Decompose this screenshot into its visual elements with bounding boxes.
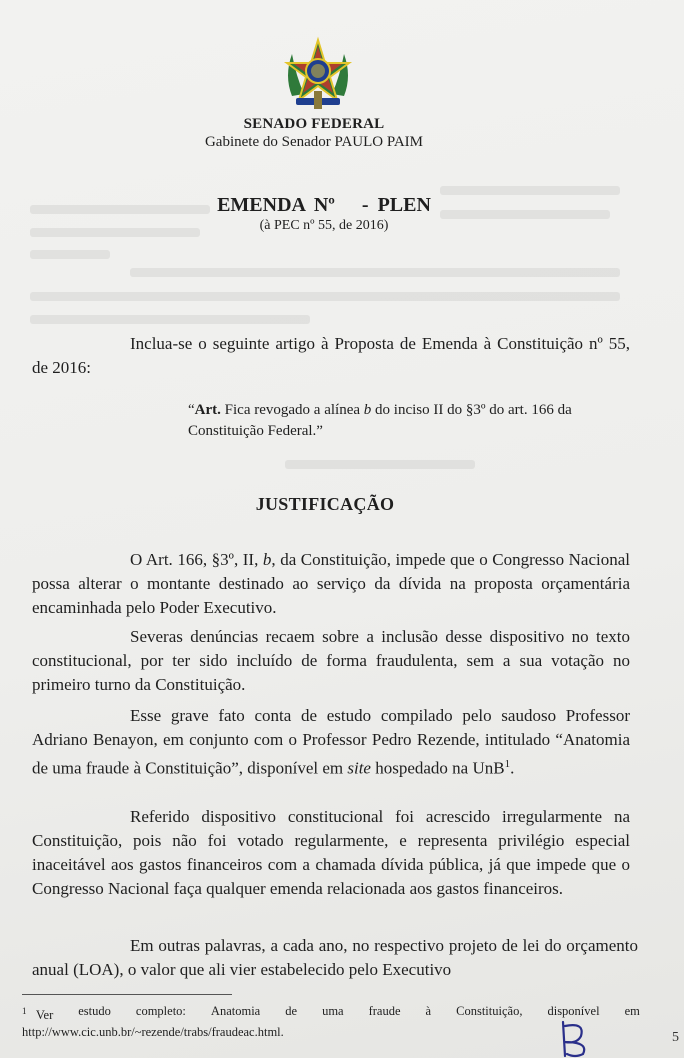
article-text-start: Fica revogado a alínea bbox=[220, 402, 364, 418]
bleed-through bbox=[30, 315, 310, 324]
footnote-word: Constituição, bbox=[456, 1004, 523, 1018]
bleed-through bbox=[30, 292, 620, 301]
brazil-coat-of-arms-icon bbox=[278, 36, 358, 116]
footnote-word: em bbox=[624, 1004, 640, 1018]
p1-end: , da Constituição, impede que o Congresso Nacional possa alterar o montante destinado ao serviço da dívida na proposta orçamentária encaminhada pelo Poder Executivo. bbox=[32, 550, 631, 617]
footnote-number: 1 bbox=[22, 1006, 27, 1016]
article-label: Art. bbox=[194, 402, 221, 418]
justification-heading: JUSTIFICAÇÃO bbox=[255, 494, 395, 514]
justification-paragraph-4: Referido dispositivo constitucional foi acrescido irregularmente na Constituição, pois não foi votado regularmente, e representa privilégio especial inaceitável aos gastos financeiros com a chamada dívida pública, já que impede que o Congresso Nacional faça qualquer emenda relacionada aos gastos financeiros. bbox=[32, 807, 630, 898]
justification-paragraph-1 bbox=[32, 548, 630, 620]
amendment-title: EMENDA Nº - PLEN bbox=[217, 194, 431, 216]
justification-paragraph-3 bbox=[32, 704, 630, 781]
bleed-through bbox=[285, 460, 475, 469]
p1-start: O Art. 166, §3º, II, bbox=[130, 550, 263, 569]
institution-name: SENADO FEDERAL bbox=[243, 116, 385, 132]
p1-italic: b bbox=[262, 550, 272, 569]
footnote-word: $^1$ Ver bbox=[22, 1006, 54, 1023]
page-edge-mark: 5 bbox=[672, 1030, 679, 1045]
footnote-word: fraude bbox=[368, 1004, 401, 1018]
signature-initials bbox=[555, 1018, 605, 1058]
amendment-subtitle: (à PEC nº 55, de 2016) bbox=[259, 218, 389, 233]
article-italic: b bbox=[363, 402, 372, 418]
p3-end: hospedado na UnB bbox=[370, 758, 505, 778]
footnote-word: disponível bbox=[547, 1004, 600, 1018]
footnote-word: uma bbox=[322, 1004, 344, 1018]
footnote bbox=[22, 1003, 640, 1041]
footnote-reference: 1 bbox=[504, 758, 511, 770]
intro-paragraph: Inclua-se o seguinte artigo à Proposta de Emenda à Constituição nº 55, de 2016: bbox=[32, 334, 630, 377]
justification-paragraph-5: Em outras palavras, a cada ano, no respectivo projeto de lei do orçamento anual (LOA), o valor que ali vier estabelecido pelo Executivo bbox=[32, 936, 638, 979]
footnote-word: à bbox=[425, 1004, 432, 1018]
footnote-divider bbox=[22, 994, 232, 995]
bleed-through bbox=[30, 250, 110, 259]
office-name: Gabinete do Senador PAULO PAIM bbox=[204, 134, 424, 150]
bleed-through bbox=[130, 268, 620, 277]
footnote-url[interactable]: http://www.cic.unb.br/~rezende/trabs/fraudeac.html. bbox=[22, 1025, 284, 1040]
article-open-quote: “ bbox=[188, 402, 195, 418]
footnote-word: completo: bbox=[135, 1004, 186, 1018]
footnote-line-1 bbox=[22, 1003, 640, 1024]
p3-italic: site bbox=[347, 758, 371, 778]
footnote-word: de bbox=[285, 1004, 298, 1018]
p3-start: Esse grave fato conta de estudo compilado pelo saudoso Professor Adriano Benayon, em conjunto com o Professor Pedro Rezende, intitulado “Anatomia de uma fraude à Constituição”, disponível em bbox=[32, 706, 630, 778]
article-text-end: do inciso II do §3º do art. 166 da Constituição Federal.” bbox=[188, 402, 572, 439]
footnote-word: estudo bbox=[78, 1004, 111, 1018]
footnote-word: Anatomia bbox=[210, 1004, 261, 1018]
justification-paragraph-2: Severas denúncias recaem sobre a inclusão desse dispositivo no texto constitucional, por ter sido incluído de forma fraudulenta, sem a sua votação no primeiro turno da Constituição. bbox=[32, 627, 630, 694]
p3-period: . bbox=[510, 758, 515, 778]
article-text bbox=[188, 400, 628, 442]
